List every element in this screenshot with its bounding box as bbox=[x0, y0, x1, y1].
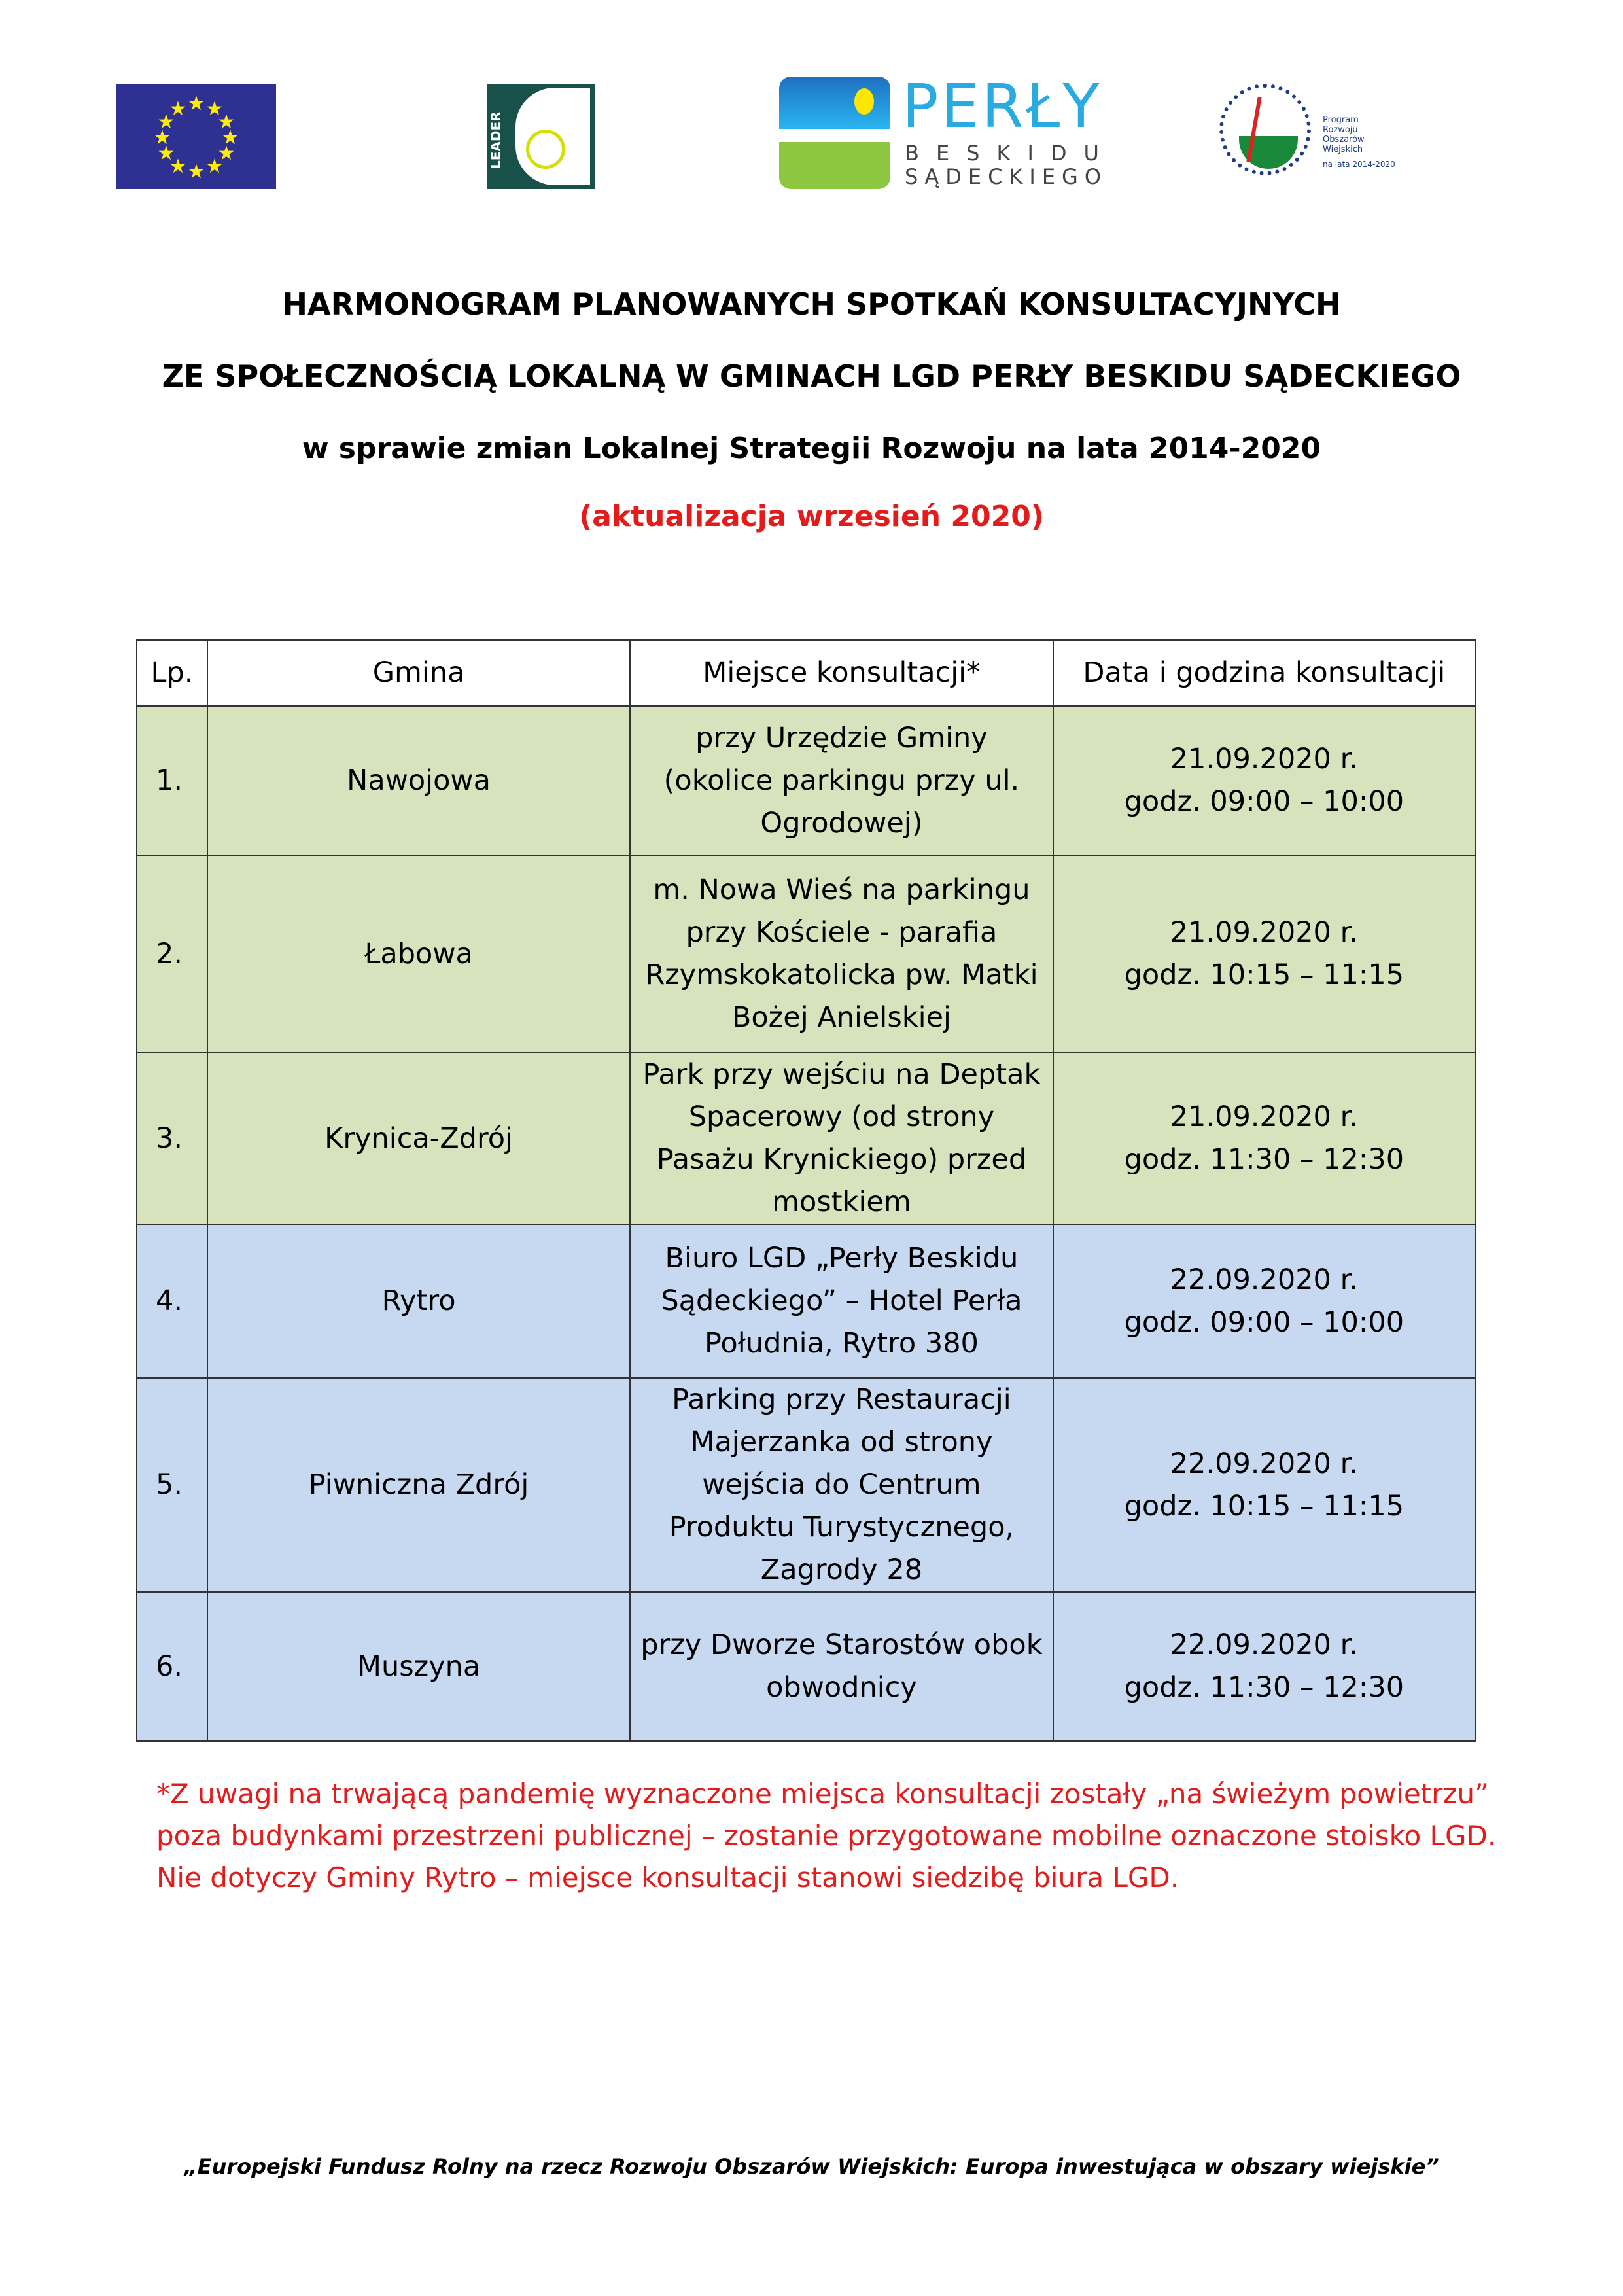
update-note: (aktualizacja wrzesień 2020) bbox=[579, 500, 1044, 533]
svg-text:★: ★ bbox=[221, 126, 239, 149]
svg-text:★: ★ bbox=[169, 155, 187, 178]
table-row: 5. Piwniczna Zdrój Parking przy Restauracji Majerzanka od strony wejścia do Centrum Produktu Turystycznego, Zagrody 28 22.09.2020 r. godz. 10:15 – 11:15 bbox=[137, 1378, 1475, 1592]
eu-stars-icon bbox=[116, 84, 276, 189]
svg-text:★: ★ bbox=[169, 97, 187, 120]
leader-logo: LEADER bbox=[487, 84, 595, 189]
header-data: Data i godzina konsultacji bbox=[1053, 640, 1475, 706]
document-title-line1: HARMONOGRAM PLANOWANYCH SPOTKAŃ KONSULTACYJNYCH bbox=[282, 287, 1341, 322]
svg-text:★: ★ bbox=[217, 142, 236, 165]
header-gmina: Gmina bbox=[207, 640, 630, 706]
eu-flag-logo bbox=[116, 84, 276, 189]
eafrd-footer: „Europejski Fundusz Rolny na rzecz Rozwoju Obszarów Wiejskich: Europa inwestująca w obszary wiejskie” bbox=[184, 2154, 1439, 2179]
perly-beskidu-logo: PERŁY BESKIDU SĄDECKIEGO bbox=[779, 77, 1119, 189]
table-row: 4. Rytro Biuro LGD „Perły Beskidu Sądeckiego” – Hotel Perła Południa, Rytro 380 22.09.2020 r. godz. 09:00 – 10:00 bbox=[137, 1224, 1475, 1378]
table-row: 1. Nawojowa przy Urzędzie Gminy (okolice parkingu przy ul. Ogrodowej) 21.09.2020 r. godz. 09:00 – 10:00 bbox=[137, 706, 1475, 855]
header-lp: Lp. bbox=[137, 640, 207, 706]
svg-text:★: ★ bbox=[157, 142, 175, 165]
consultation-schedule-table bbox=[136, 639, 1476, 1742]
table-row: 2. Łabowa m. Nowa Wieś na parkingu przy Kościele - parafia Rzymskokatolicka pw. Matki Bożej Anielskiej 21.09.2020 r. godz. 10:15 – 11:15 bbox=[137, 855, 1475, 1053]
svg-text:★: ★ bbox=[187, 92, 205, 115]
svg-text:★: ★ bbox=[187, 160, 205, 183]
svg-text:★: ★ bbox=[205, 97, 224, 120]
header-miejsce: Miejsce konsultacji* bbox=[630, 640, 1053, 706]
table-row: 6. Muszyna przy Dworze Starostów obok obwodnicy 22.09.2020 r. godz. 11:30 – 12:30 bbox=[137, 1592, 1475, 1741]
svg-text:★: ★ bbox=[157, 111, 175, 133]
pandemic-note: *Z uwagi na trwającą pandemię wyznaczone miejsca konsultacji zostały „na świeżym powietrzu” poza budynkami przestrzeni publicznej – zostanie przygotowane mobilne oznaczone stoisko LGD. Nie dotyczy Gminy Rytro – miejsce konsultacji stanowi siedzibę biura LGD. bbox=[156, 1778, 1497, 1894]
document-subtitle: w sprawie zmian Lokalnej Strategii Rozwoju na lata 2014-2020 bbox=[302, 432, 1321, 465]
document-title-line2: ZE SPOŁECZNOŚCIĄ LOKALNĄ W GMINACH LGD PERŁY BESKIDU SĄDECKIEGO bbox=[162, 359, 1461, 394]
svg-text:★: ★ bbox=[217, 111, 236, 133]
table-header-row bbox=[137, 640, 1475, 706]
prow-logo: Program Rozwoju Obszarów Wiejskich na lata 2014-2020 bbox=[1213, 84, 1416, 182]
svg-text:★: ★ bbox=[153, 126, 171, 149]
svg-text:★: ★ bbox=[205, 155, 224, 178]
table-row: 3. Krynica-Zdrój Park przy wejściu na Deptak Spacerowy (od strony Pasażu Krynickiego) przed mostkiem 21.09.2020 r. godz. 11:30 – 12:30 bbox=[137, 1053, 1475, 1224]
